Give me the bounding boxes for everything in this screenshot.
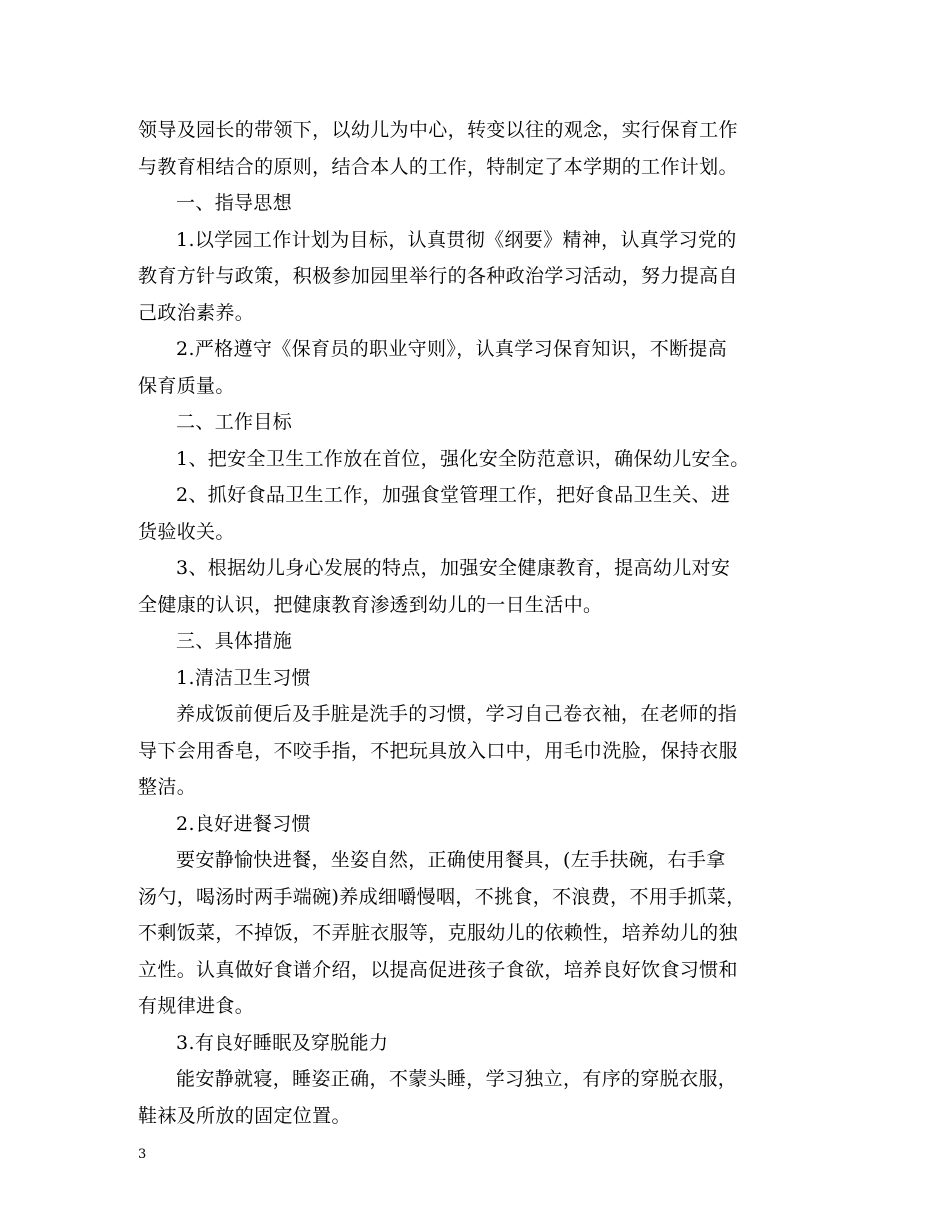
text-line: 汤勺，喝汤时两手端碗)养成细嚼慢咽，不挑食，不浪费，不用手抓菜， <box>138 885 746 908</box>
text-line: 己政治素养。 <box>138 301 255 324</box>
section-heading-work-goals: 二、工作目标 <box>176 411 293 433</box>
text-line: 保育质量。 <box>138 374 235 397</box>
text-line: 2.严格遵守《保育员的职业守则》，认真学习保育知识，不断提高 <box>176 338 728 360</box>
section-heading-guiding-ideas: 一、指导思想 <box>176 192 293 214</box>
document-body <box>138 112 818 1134</box>
text-line: 导下会用香皂，不咬手指，不把玩具放入口中，用毛巾洗脸，保持衣服 <box>138 739 738 762</box>
subheading-eating-habits: 2.良好进餐习惯 <box>176 812 311 835</box>
text-line: 货验收关。 <box>138 520 235 543</box>
text-line: 有规律进食。 <box>138 995 255 1017</box>
text-line: 鞋袜及所放的固定位置。 <box>138 1104 351 1127</box>
page-number: 3 <box>138 1147 147 1162</box>
text-line: 教育方针与政策，积极参加园里举行的各种政治学习活动，努力提高自 <box>138 265 738 287</box>
section-heading-measures: 三、具体措施 <box>176 630 293 652</box>
text-line: 3、根据幼儿身心发展的特点，加强安全健康教育，提高幼儿对安 <box>176 557 731 579</box>
text-line: 立性。认真做好食谱介绍，以提高促进孩子食欲，培养良好饮食习惯和 <box>138 958 738 981</box>
text-line: 要安静愉快进餐，坐姿自然，正确使用餐具，(左手扶碗，右手拿 <box>176 849 726 871</box>
text-line: 与教育相结合的原则，结合本人的工作，特制定了本学期的工作计划。 <box>138 155 738 178</box>
text-line: 1.以学园工作计划为目标，认真贯彻《纲要》精神，认真学习党的 <box>176 228 737 251</box>
subheading-hygiene-habits: 1.清洁卫生习惯 <box>176 666 311 689</box>
text-line: 整洁。 <box>138 776 197 798</box>
text-line: 领导及园长的带领下，以幼儿为中心，转变以往的观念，实行保育工作 <box>138 119 738 141</box>
text-line: 全健康的认识，把健康教育渗透到幼儿的一日生活中。 <box>138 593 603 616</box>
text-line: 不剩饭菜，不掉饭，不弄脏衣服等，克服幼儿的依赖性，培养幼儿的独 <box>138 922 738 944</box>
text-line: 养成饭前便后及手脏是洗手的习惯，学习自己卷衣袖，在老师的指 <box>176 703 738 725</box>
text-line: 能安静就寝，睡姿正确，不蒙头睡，学习独立，有序的穿脱衣服， <box>176 1068 738 1090</box>
text-line: 1、把安全卫生工作放在首位，强化安全防范意识，确保幼儿安全。 <box>176 447 750 470</box>
subheading-sleep-dressing: 3.有良好睡眠及穿脱能力 <box>176 1031 389 1054</box>
text-line: 2、抓好食品卫生工作，加强食堂管理工作，把好食品卫生关、进 <box>176 484 731 506</box>
